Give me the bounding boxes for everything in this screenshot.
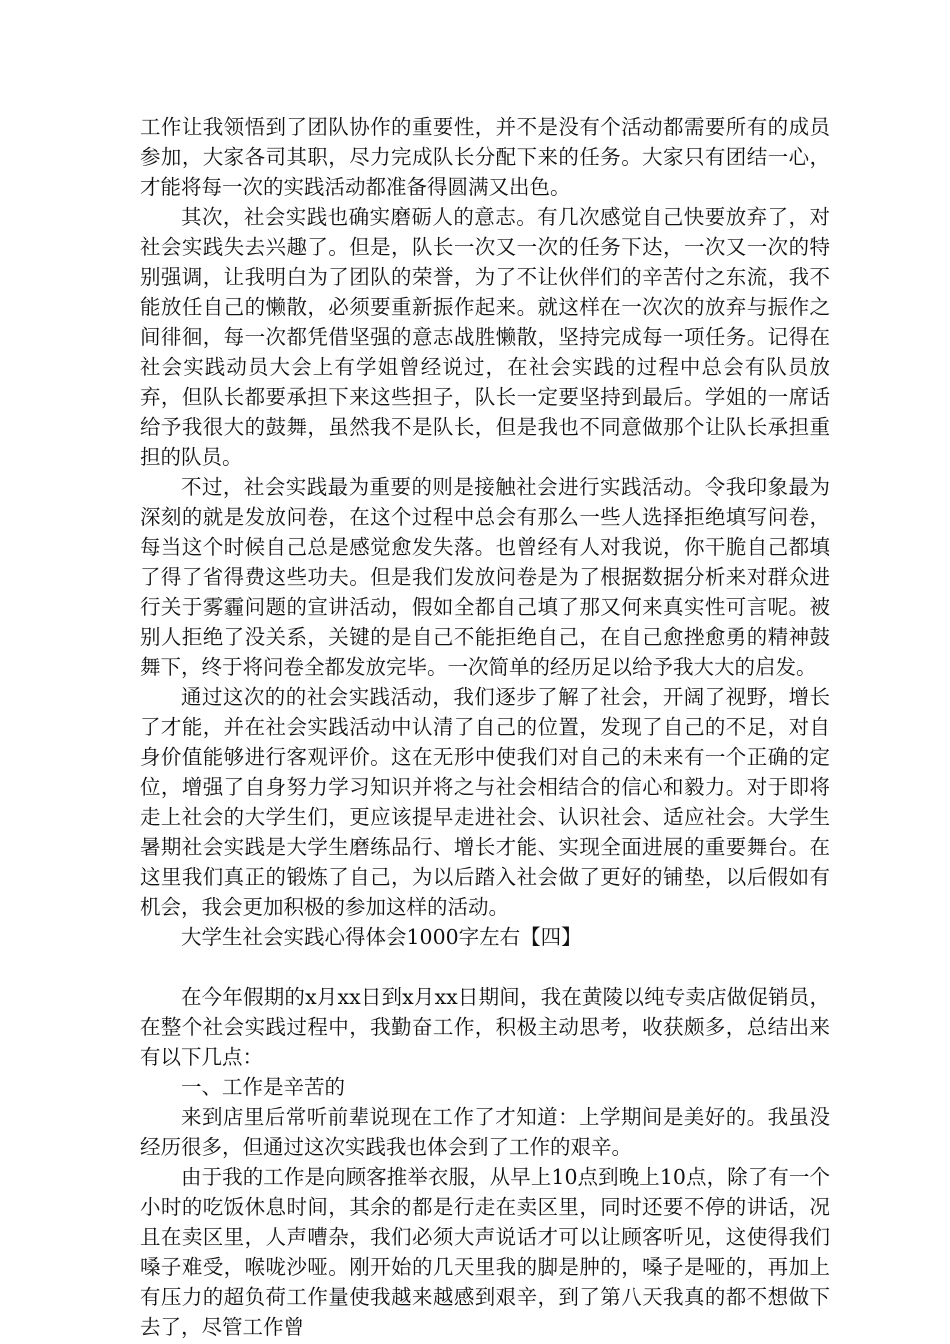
paragraph-teamwork: 工作让我领悟到了团队协作的重要性，并不是没有个活动都需要所有的成员参加，大家各司其职，尽力完成队长分配下来的任务。大家只有团结一心，才能将每一次的实践活动都准备得圆满又出色。: [140, 115, 830, 199]
paragraph-conclusion: 通过这次的的社会实践活动，我们逐步了解了社会，开阔了视野，增长了才能，并在社会实践活动中认清了自己的位置，发现了自己的不足，对自身价值能够进行客观评价。这在无形中使我们对自己的未来有一个正确的定位，增强了自身努力学习知识并将之与社会相结合的信心和毅力。对于即将走上社会的大学生们，更应该提早走进社会、认识社会、适应社会。大学生暑期社会实践是大学生磨练品行、增长才能、实现全面进展的重要舞台。在这里我们真正的锻炼了自己，为以后踏入社会做了更好的铺垫，以后假如有机会，我会更加积极的参加这样的活动。: [140, 685, 830, 919]
paragraph-store-experience: 来到店里后常听前辈说现在工作了才知道：上学期间是美好的。我虽没经历很多，但通过这次实践我也体会到了工作的艰辛。: [140, 1105, 830, 1159]
section-heading: 大学生社会实践心得体会1000字左右【四】: [181, 925, 582, 949]
paragraph-intro: 在今年假期的x月xx日到x月xx日期间，我在黄陵以纯专卖店做促销员，在整个社会实践过程中，我勤奋工作，积极主动思考，收获颇多，总结出来有以下几点：: [140, 985, 830, 1069]
blank-line: [140, 952, 830, 982]
paragraph-willpower: 其次，社会实践也确实磨砺人的意志。有几次感觉自己快要放弃了，对社会实践失去兴趣了。但是，队长一次又一次的任务下达，一次又一次的特别强调，让我明白为了团队的荣誉，为了不让伙伴们的辛苦付之东流，我不能放任自己的懒散，必须要重新振作起来。就这样在一次次的放弃与振作之间徘徊，每一次都凭借坚强的意志战胜懒散，坚持完成每一项任务。记得在社会实践动员大会上有学姐曾经说过，在社会实践的过程中总会有队员放弃，但队长都要承担下来这些担子，队长一定要坚持到最后。学姐的一席话给予我很大的鼓舞，虽然我不是队长，但是我也不同意做那个让队长承担重担的队员。: [140, 205, 830, 469]
paragraph-questionnaire: 不过，社会实践最为重要的则是接触社会进行实践活动。令我印象最为深刻的就是发放问卷，在这个过程中总会有那么一些人选择拒绝填写问卷，每当这个时候自己总是感觉愈发失落。也曾经有人对我说，你干脆自己都填了得了省得费这些功夫。但是我们发放问卷是为了根据数据分析来对群众进行关于雾霾问题的宣讲活动，假如全都自己填了那又何来真实性可言呢。被别人拒绝了没关系，关键的是自己不能拒绝自己，在自己愈挫愈勇的精神鼓舞下，终于将问卷全都发放完毕。一次简单的经历足以给予我大大的启发。: [140, 475, 830, 679]
paragraph-work-details: 由于我的工作是向顾客推举衣服，从早上10点到晚上10点，除了有一个小时的吃饭休息时间，其余的都是行走在卖区里，同时还要不停的讲话，况且在卖区里，人声嘈杂，我们必须大声说话才可以让顾客听见，这使得我们嗓子难受，喉咙沙哑。刚开始的几天里我的脚是肿的，嗓子是哑的，再加上有压力的超负荷工作量使我越来越感到艰辛，到了第八天我真的都不想做下去了，尽管工作曾: [140, 1165, 830, 1339]
subheading-work-hard: 一、工作是辛苦的: [181, 1075, 345, 1099]
document-page: [140, 112, 830, 1342]
